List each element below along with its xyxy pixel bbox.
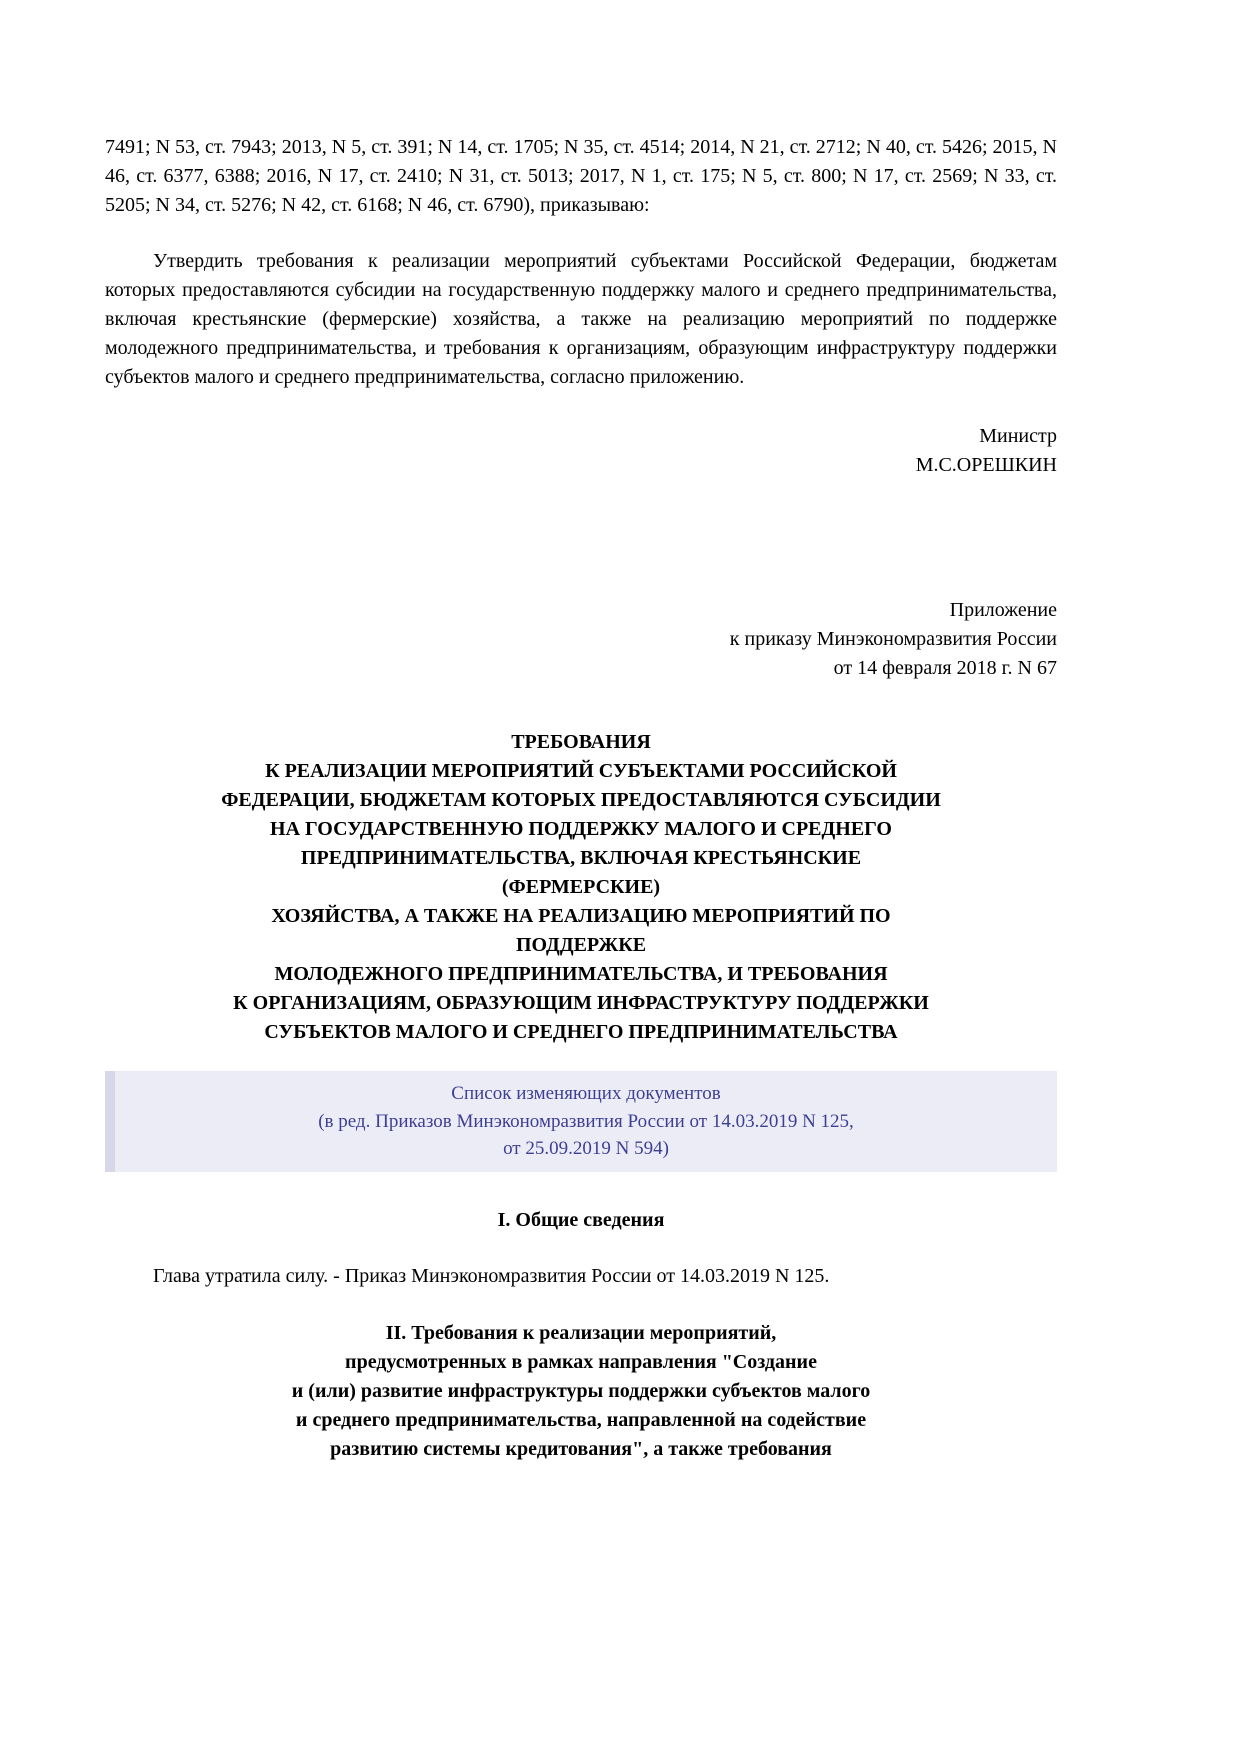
- amendments-box: [105, 1071, 1057, 1172]
- section-2-heading-line: развитию системы кредитования", а также требования: [330, 1437, 832, 1460]
- section-2-heading-line: II. Требования к реализации мероприятий,: [385, 1321, 777, 1344]
- document-title-line: СУБЪЕКТОВ МАЛОГО И СРЕДНЕГО ПРЕДПРИНИМАТЕЛЬСТВА: [264, 1021, 898, 1043]
- document-title-line: МОЛОДЕЖНОГО ПРЕДПРИНИМАТЕЛЬСТВА, И ТРЕБОВАНИЯ: [274, 963, 888, 985]
- document-title-line: ТРЕБОВАНИЯ: [511, 731, 651, 753]
- section-2-heading-line: предусмотренных в рамках направления "Создание: [345, 1350, 817, 1373]
- document-title-line: К РЕАЛИЗАЦИИ МЕРОПРИЯТИЙ СУБЪЕКТАМИ РОССИЙСКОЙ: [265, 760, 897, 782]
- amendments-line: Список изменяющих документов: [451, 1083, 721, 1104]
- section-2-heading-line: и (или) развитие инфраструктуры поддержки субъектов малого: [291, 1379, 871, 1402]
- amendments-line: от 25.09.2019 N 594): [503, 1138, 669, 1160]
- order-paragraph: Утвердить требования к реализации мероприятий субъектами Российской Федерации, бюджетам которых предоставляются субсидии на государственную поддержку малого и среднего предпринимательства, включая крестьянские (фермерские) хозяйства, а также на реализацию мероприятий по поддержке молодежного предпринимательства, и требования к организациям, образующим инфраструктуру поддержки субъектов малого и среднего предпринимательства, согласно приложению.: [105, 250, 1057, 388]
- signature-title: Министр: [979, 425, 1057, 447]
- signature-block: [105, 422, 1057, 480]
- amendments-text: [115, 1071, 1057, 1172]
- section-1-body: Глава утратила силу. - Приказ Минэкономразвития России от 14.03.2019 N 125.: [153, 1264, 830, 1287]
- document-title: [105, 728, 1057, 1047]
- section-2-heading-line: и среднего предпринимательства, направленной на содействие: [295, 1408, 867, 1431]
- amendments-accent-bar: [105, 1071, 115, 1172]
- document-title-line: ПОДДЕРЖКЕ: [515, 934, 647, 956]
- section-2-heading: [105, 1319, 1057, 1464]
- document-title-line: ХОЗЯЙСТВА, А ТАКЖЕ НА РЕАЛИЗАЦИЮ МЕРОПРИЯТИЙ ПО: [271, 905, 891, 927]
- section-1-heading: I. Общие сведения: [497, 1208, 665, 1231]
- citations-paragraph: 7491; N 53, ст. 7943; 2013, N 5, ст. 391; N 14, ст. 1705; N 35, ст. 4514; 2014, N 21, ст. 2712; N 40, ст. 5426; 2015, N 46, ст. 6377, 6388; 2016, N 17, ст. 2410; N 31, ст. 5013; 2017, N 1, ст. 175; N 5, ст. 800; N 17, ст. 2569; N 33, ст. 5205; N 34, ст. 5276; N 42, ст. 6168; N 46, ст. 6790), приказываю:: [105, 136, 1057, 216]
- document-title-line: К ОРГАНИЗАЦИЯМ, ОБРАЗУЮЩИМ ИНФРАСТРУКТУРУ ПОДДЕРЖКИ: [233, 992, 929, 1014]
- appendix-line: к приказу Минэкономразвития России: [729, 628, 1057, 650]
- appendix-block: [105, 596, 1057, 683]
- document-title-line: ПРЕДПРИНИМАТЕЛЬСТВА, ВКЛЮЧАЯ КРЕСТЬЯНСКИЕ: [300, 847, 862, 869]
- document-title-line: ФЕДЕРАЦИИ, БЮДЖЕТАМ КОТОРЫХ ПРЕДОСТАВЛЯЮТСЯ СУБСИДИИ: [221, 789, 941, 811]
- appendix-line: от 14 февраля 2018 г. N 67: [833, 657, 1057, 679]
- signature-name: М.С.ОРЕШКИН: [915, 454, 1057, 476]
- document-title-line: НА ГОСУДАРСТВЕННУЮ ПОДДЕРЖКУ МАЛОГО И СРЕДНЕГО: [270, 818, 892, 840]
- amendments-line: (в ред. Приказов Минэкономразвития России от 14.03.2019 N 125,: [318, 1110, 854, 1132]
- appendix-line: Приложение: [949, 599, 1057, 621]
- document-title-line: (ФЕРМЕРСКИЕ): [501, 876, 661, 898]
